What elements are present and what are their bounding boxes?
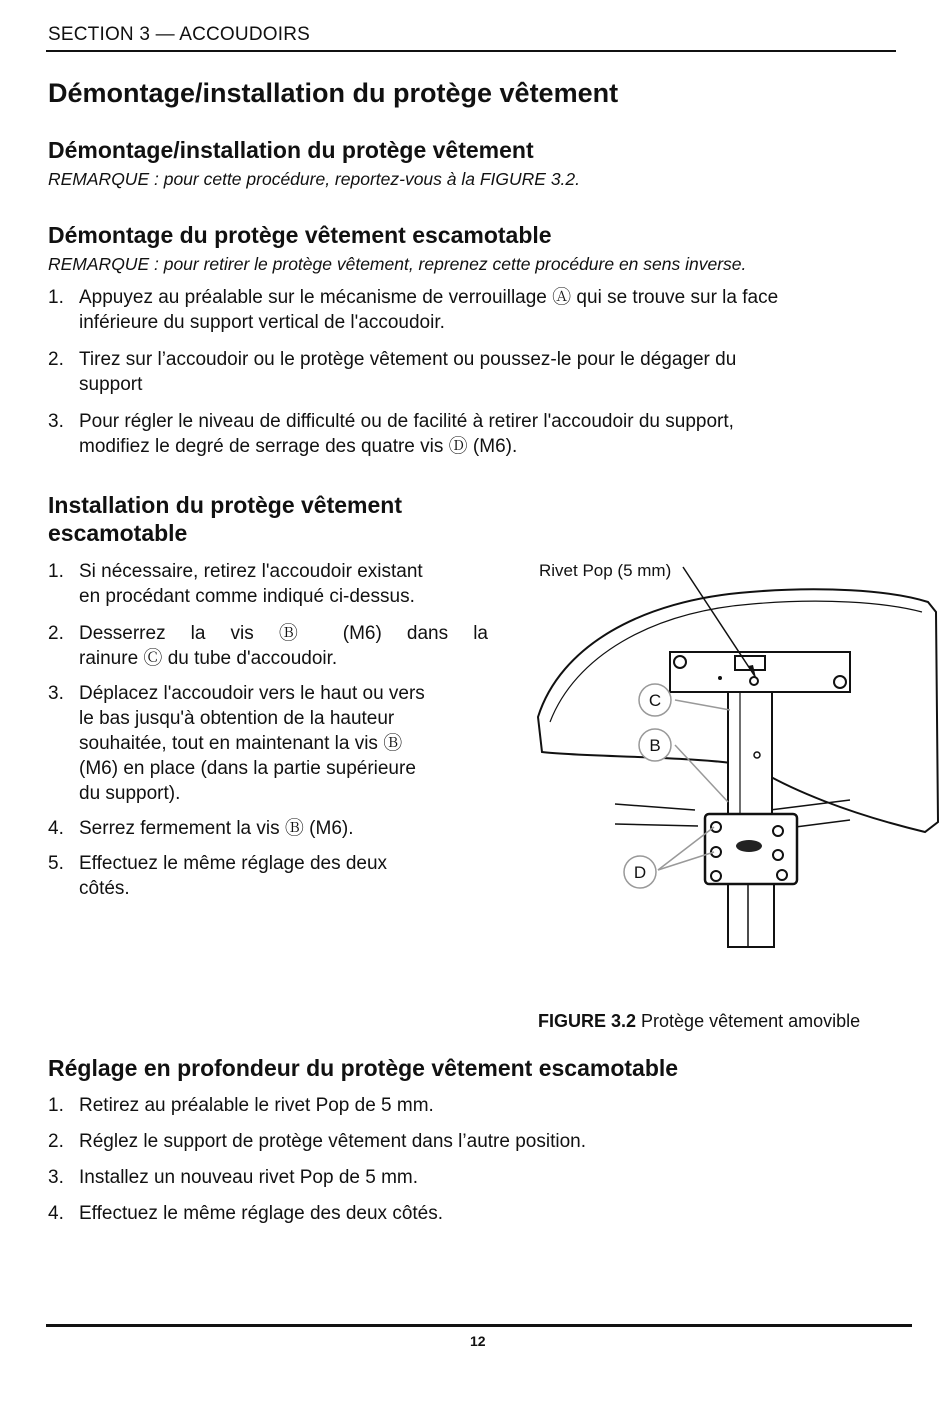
list-item (48, 285, 888, 335)
step-text-line: Serrez fermement la vis Ⓑ (M6). (79, 818, 354, 839)
step-number: 2. (48, 349, 64, 370)
step-number: 5. (48, 853, 64, 874)
callout-d-label: D (633, 863, 647, 882)
step-number: 2. (48, 1131, 64, 1152)
page-number: 12 (470, 1333, 486, 1349)
locking-mechanism (736, 840, 762, 852)
step-text-line: Réglez le support de protège vêtement dans l’autre position. (79, 1131, 586, 1152)
rivet-label: Rivet Pop (5 mm) (539, 561, 672, 580)
screw-d (773, 850, 783, 860)
armrest-mount-illustration (520, 552, 940, 957)
step-text-line: Pour régler le niveau de difficulté ou de facilité à retirer l'accoudoir du support, (79, 411, 734, 432)
step-text-line: rainure Ⓒ du tube d'accoudoir. (79, 648, 338, 669)
step-text-line: Effectuez le même réglage des deux (79, 853, 388, 874)
note-figure-reference: REMARQUE : pour cette procédure, reportez-vous à la FIGURE 3.2. (48, 169, 581, 189)
callout-c-label: C (648, 691, 662, 710)
step-text-line: en procédant comme indiqué ci-dessus. (79, 586, 415, 607)
step-text-line: Effectuez le même réglage des deux côtés. (79, 1203, 444, 1224)
step-number: 1. (48, 1095, 64, 1116)
list-item (48, 559, 488, 609)
step-text-line: côtés. (79, 878, 130, 899)
list-item (48, 1201, 888, 1226)
list-item (48, 621, 488, 671)
list-item (48, 816, 488, 841)
section-heading-removal-installation: Démontage/installation du protège vêtement (48, 137, 534, 163)
step-text-line: Tirez sur l’accoudoir ou le protège vêtement ou poussez-le pour le dégager du (79, 349, 737, 370)
heading-line: escamotable (48, 520, 188, 546)
heading-line: Installation du protège vêtement (48, 492, 402, 518)
section-heading-depth-adjustment: Réglage en profondeur du protège vêtement escamotable (48, 1055, 679, 1081)
step-text-line: Déplacez l'accoudoir vers le haut ou vers (79, 683, 425, 704)
page-title: Démontage/installation du protège vêtement (48, 78, 619, 108)
list-item (48, 409, 888, 459)
list-item (48, 1165, 888, 1190)
step-text-line: Desserrez la vis Ⓑ (M6) dans la (79, 623, 488, 644)
screw-d (711, 822, 721, 832)
step-text-line: support (79, 374, 143, 395)
step-number: 1. (48, 287, 64, 308)
step-number: 3. (48, 1167, 64, 1188)
section-heading-installation (48, 491, 402, 547)
step-text-line: (M6) en place (dans la partie supérieure (79, 758, 416, 779)
vertical-post (728, 672, 772, 817)
list-item (48, 1093, 888, 1118)
section-header: SECTION 3 — ACCOUDOIRS (48, 24, 310, 45)
list-item (48, 347, 888, 397)
step-text-line: Retirez au préalable le rivet Pop de 5 mm. (79, 1095, 434, 1116)
pop-rivet (750, 677, 758, 685)
depth-steps-list (48, 1093, 888, 1226)
list-item (48, 851, 488, 901)
step-number: 4. (48, 818, 64, 839)
step-text-line: Installez un nouveau rivet Pop de 5 mm. (79, 1167, 419, 1188)
step-number: 4. (48, 1203, 64, 1224)
figure-caption (538, 1011, 860, 1032)
header-rule (46, 50, 896, 52)
step-text-line: inférieure du support vertical de l'accoudoir. (79, 312, 445, 333)
screw-d (773, 826, 783, 836)
callout-b-label: B (649, 736, 661, 755)
step-text-line: souhaitée, tout en maintenant la vis Ⓑ (79, 733, 403, 754)
step-number: 3. (48, 683, 64, 704)
list-item (48, 681, 488, 806)
step-text-line: modifiez le degré de serrage des quatre vis Ⓓ (M6). (79, 436, 518, 457)
step-text-line: Si nécessaire, retirez l'accoudoir existant (79, 561, 423, 582)
step-text-line: le bas jusqu'à obtention de la hauteur (79, 708, 395, 729)
figure-title: Protège vêtement amovible (636, 1011, 861, 1031)
step-number: 2. (48, 623, 64, 644)
step-text-line: du support). (79, 783, 181, 804)
installation-steps-list (48, 559, 488, 901)
footer-rule (46, 1324, 912, 1327)
step-number: 3. (48, 411, 64, 432)
list-item (48, 1129, 888, 1154)
figure-number: FIGURE 3.2 (538, 1011, 637, 1031)
step-text-line: Appuyez au préalable sur le mécanisme de verrouillage Ⓐ qui se trouve sur la face (79, 287, 779, 308)
section-heading-removal: Démontage du protège vêtement escamotable (48, 222, 552, 248)
step-number: 1. (48, 561, 64, 582)
removal-steps-list (48, 285, 888, 459)
note-reverse-procedure: REMARQUE : pour retirer le protège vêtement, reprenez cette procédure en sens inverse. (48, 254, 747, 274)
